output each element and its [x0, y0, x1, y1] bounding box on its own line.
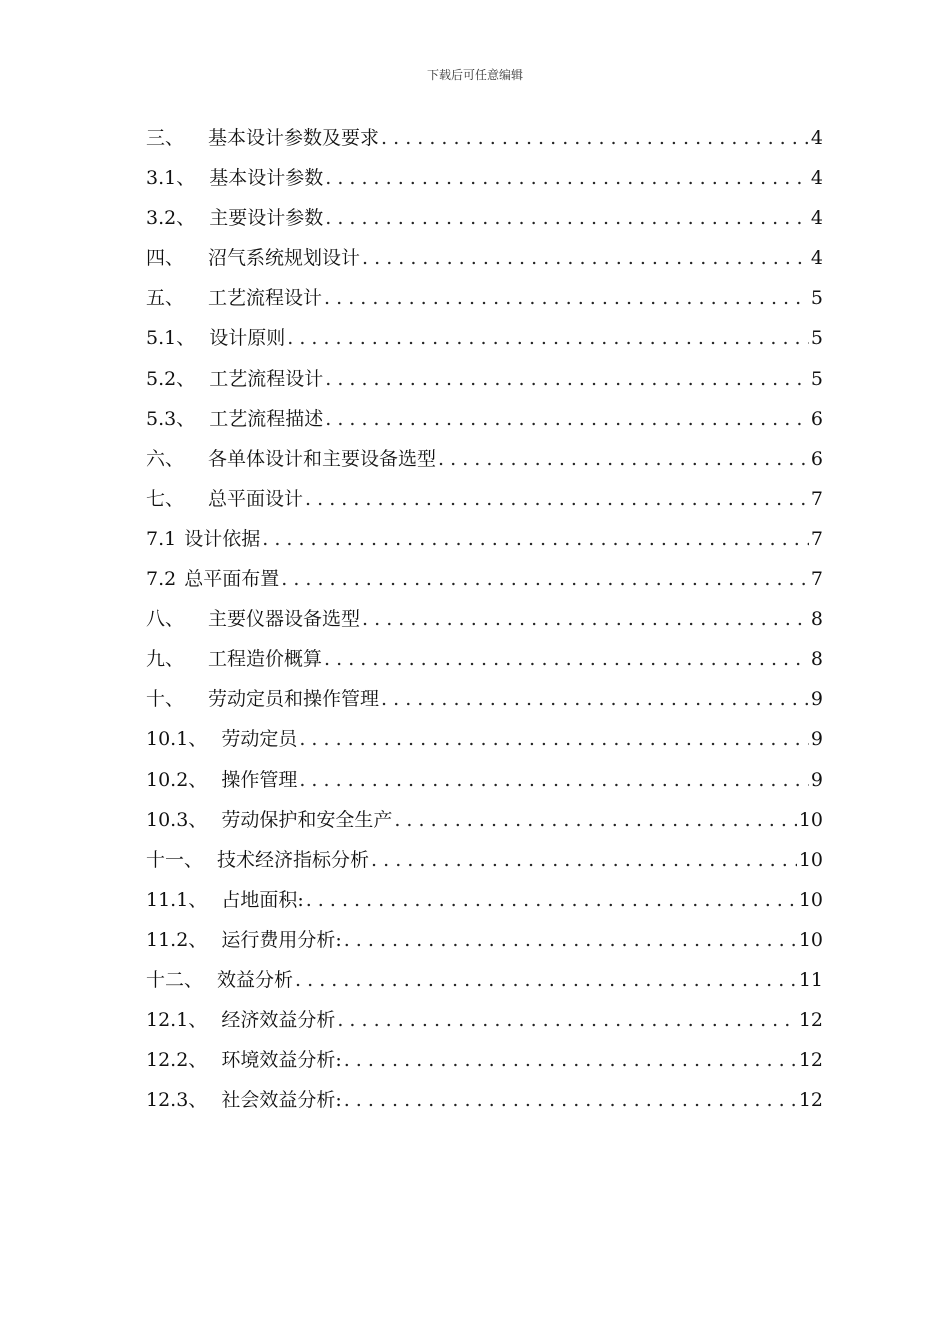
toc-entry[interactable]: [146, 158, 823, 198]
toc-entry-title: 各单体设计和主要设备选型: [208, 447, 437, 470]
toc-entry-title: 技术经济指标分析: [217, 848, 370, 871]
toc-entry-title: 沼气系统规划设计: [208, 247, 361, 270]
toc-entry-number: 八、: [146, 608, 185, 631]
toc-entry[interactable]: [146, 719, 823, 759]
toc-entry-title: 环境效益分析:: [221, 1049, 342, 1072]
toc-dot-leader: [324, 278, 809, 318]
toc-entry-title: 劳动定员和操作管理: [208, 688, 380, 711]
toc-entry-title: 工艺流程设计: [208, 287, 323, 310]
toc-dot-leader: [325, 198, 809, 238]
toc-entry-title: 工艺流程设计: [209, 367, 324, 390]
toc-entry-page: 12: [798, 1049, 823, 1072]
toc-entry-title: 劳动定员: [221, 728, 298, 751]
toc-entry-title: 基本设计参数及要求: [208, 127, 380, 149]
toc-entry-title: 总平面布置: [184, 568, 280, 591]
table-of-contents: [146, 118, 823, 1120]
toc-dot-leader: [299, 719, 809, 759]
toc-entry-number: 11.2、: [146, 928, 208, 951]
toc-entry-number: 七、: [146, 487, 185, 510]
toc-entry[interactable]: [146, 278, 823, 318]
toc-dot-leader: [337, 1000, 796, 1040]
toc-entry-page: 9: [810, 728, 823, 751]
toc-dot-leader: [299, 760, 809, 800]
toc-entry[interactable]: [146, 920, 823, 960]
toc-entry-page: 9: [810, 768, 823, 791]
toc-entry-number: 九、: [146, 648, 185, 671]
toc-entry-title: 工艺流程描述: [209, 407, 324, 430]
toc-entry-number: 十二、: [146, 968, 204, 991]
page-header-note: 下载后可任意编辑: [426, 68, 523, 82]
toc-entry[interactable]: [146, 519, 823, 559]
toc-entry[interactable]: [146, 399, 823, 439]
toc-dot-leader: [295, 960, 797, 1000]
toc-entry-title: 操作管理: [221, 768, 298, 791]
toc-entry[interactable]: [146, 198, 823, 238]
toc-entry-number: 10.2、: [146, 768, 208, 791]
toc-dot-leader: [381, 679, 809, 719]
toc-entry-page: 7: [810, 568, 823, 591]
toc-entry-number: 六、: [146, 447, 185, 470]
toc-entry-number: 11.1、: [146, 888, 208, 911]
toc-entry-page: 5: [810, 287, 823, 310]
toc-entry-number: 7.2: [146, 568, 177, 591]
toc-entry[interactable]: [146, 599, 823, 639]
toc-entry-number: 10.3、: [146, 808, 208, 831]
toc-entry-page: 4: [810, 127, 823, 149]
toc-entry-page: 10: [798, 848, 823, 871]
toc-entry-number: 12.3、: [146, 1089, 208, 1112]
toc-entry-title: 主要设计参数: [209, 207, 324, 230]
toc-entry-number: 5.2、: [146, 367, 196, 390]
toc-dot-leader: [287, 318, 809, 358]
toc-entry[interactable]: [146, 118, 823, 158]
toc-entry-number: 3.1、: [146, 167, 196, 190]
toc-entry[interactable]: [146, 1080, 823, 1120]
toc-entry-title: 基本设计参数: [209, 167, 324, 190]
toc-entry[interactable]: [146, 1040, 823, 1080]
toc-entry-page: 7: [810, 527, 823, 550]
toc-entry-number: 十一、: [146, 848, 204, 871]
toc-entry-title: 主要仪器设备选型: [208, 608, 361, 631]
toc-dot-leader: [381, 118, 809, 158]
toc-entry[interactable]: [146, 679, 823, 719]
toc-entry-page: 10: [798, 808, 823, 831]
toc-dot-leader: [344, 1080, 797, 1120]
toc-entry-title: 运行费用分析:: [221, 928, 342, 951]
toc-entry-number: 3.2、: [146, 207, 196, 230]
toc-entry[interactable]: [146, 639, 823, 679]
toc-entry-page: 12: [798, 1009, 823, 1032]
toc-entry-page: 4: [810, 207, 823, 230]
toc-dot-leader: [362, 238, 809, 278]
toc-dot-leader: [344, 920, 797, 960]
toc-entry-page: 8: [810, 648, 823, 671]
toc-entry-number: 五、: [146, 287, 185, 310]
toc-dot-leader: [362, 599, 809, 639]
toc-entry-page: 5: [810, 367, 823, 390]
toc-entry[interactable]: [146, 800, 823, 840]
toc-entry-page: 4: [810, 167, 823, 190]
toc-entry-number: 5.3、: [146, 407, 196, 430]
toc-entry-page: 7: [810, 487, 823, 510]
toc-dot-leader: [262, 519, 809, 559]
toc-entry-title: 经济效益分析: [221, 1009, 336, 1032]
toc-dot-leader: [281, 559, 809, 599]
toc-dot-leader: [438, 439, 809, 479]
toc-dot-leader: [371, 840, 797, 880]
toc-entry-number: 5.1、: [146, 327, 196, 350]
toc-entry-page: 6: [810, 447, 823, 470]
toc-entry-title: 总平面设计: [208, 487, 304, 510]
toc-entry[interactable]: [146, 559, 823, 599]
toc-entry-number: 7.1: [146, 527, 177, 550]
toc-entry-title: 占地面积:: [221, 888, 304, 911]
toc-entry-title: 劳动保护和安全生产: [221, 808, 393, 831]
toc-entry-title: 社会效益分析:: [221, 1089, 342, 1112]
toc-dot-leader: [305, 479, 809, 519]
toc-entry[interactable]: [146, 880, 823, 920]
toc-entry[interactable]: [146, 359, 823, 399]
toc-entry-page: 5: [810, 327, 823, 350]
toc-entry[interactable]: [146, 1000, 823, 1040]
toc-entry-title: 设计依据: [184, 527, 261, 550]
toc-entry-number: 10.1、: [146, 728, 208, 751]
toc-entry[interactable]: [146, 960, 823, 1000]
toc-entry-page: 9: [810, 688, 823, 711]
toc-entry-title: 效益分析: [217, 968, 294, 991]
toc-entry-title: 设计原则: [209, 327, 286, 350]
toc-entry-page: 6: [810, 407, 823, 430]
toc-dot-leader: [325, 158, 809, 198]
toc-entry-number: 12.2、: [146, 1049, 208, 1072]
toc-entry-number: 三、: [146, 127, 185, 149]
toc-dot-leader: [325, 359, 809, 399]
toc-entry-page: 12: [798, 1089, 823, 1112]
toc-dot-leader: [325, 399, 809, 439]
toc-entry[interactable]: [146, 760, 823, 800]
toc-dot-leader: [344, 1040, 797, 1080]
toc-dot-leader: [324, 639, 809, 679]
toc-entry-page: 4: [810, 247, 823, 270]
toc-entry-number: 12.1、: [146, 1009, 208, 1032]
toc-entry[interactable]: [146, 439, 823, 479]
toc-entry-number: 四、: [146, 247, 185, 270]
toc-dot-leader: [394, 800, 796, 840]
toc-entry-title: 工程造价概算: [208, 648, 323, 671]
toc-entry-page: 10: [798, 888, 823, 911]
toc-entry-page: 10: [798, 928, 823, 951]
toc-entry[interactable]: [146, 238, 823, 278]
toc-dot-leader: [306, 880, 797, 920]
toc-entry-page: 8: [810, 608, 823, 631]
toc-entry[interactable]: [146, 318, 823, 358]
toc-entry[interactable]: [146, 479, 823, 519]
toc-entry-page: 11: [798, 968, 823, 991]
toc-entry[interactable]: [146, 840, 823, 880]
toc-entry-number: 十、: [146, 688, 185, 711]
